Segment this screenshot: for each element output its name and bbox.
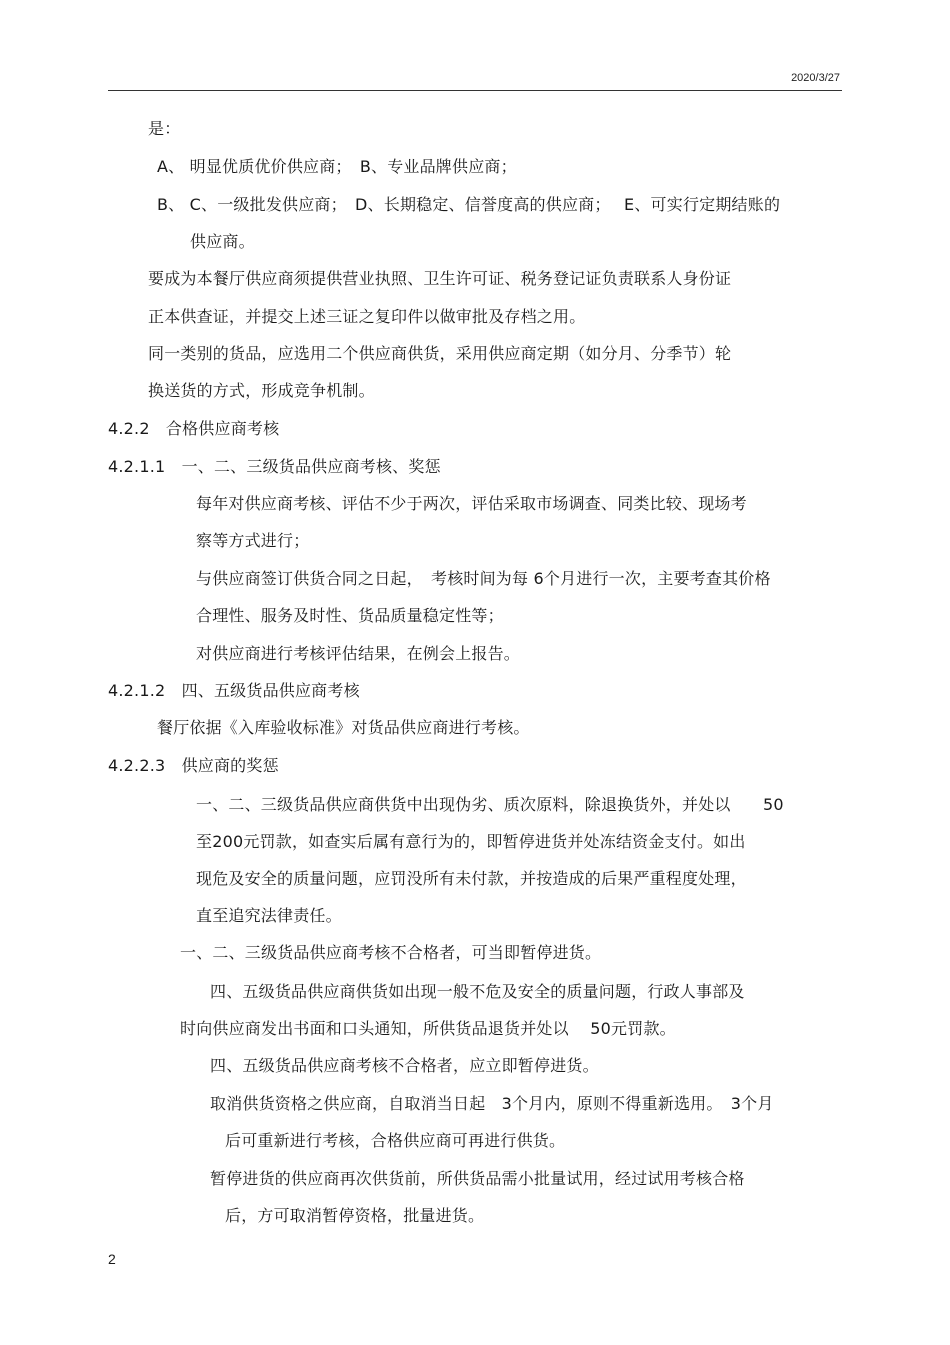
section-heading: 4.2.1.2 四、五级货品供应商考核 (108, 681, 360, 700)
text-line: 察等方式进行； (196, 531, 310, 550)
text-line: 后可重新进行考核，合格供应商可再进行供货。 (225, 1131, 566, 1150)
text-line: 后，方可取消暂停资格，批量进货。 (225, 1206, 485, 1225)
text-line: 直至追究法律责任。 (196, 906, 342, 925)
text-line: 现危及安全的质量问题，应罚没所有未付款，并按造成的后果严重程度处理， (196, 869, 747, 888)
text-line: 对供应商进行考核评估结果，在例会上报告。 (196, 644, 521, 663)
text-line: 与供应商签订供货合同之日起， 考核时间为每 6个月进行一次，主要考查其价格 (196, 569, 771, 588)
text-line: 换送货的方式，形成竞争机制。 (148, 381, 375, 400)
text-line: 一、二、三级货品供应商供货中出现伪劣、质次原料，除退换货外，并处以 50 (196, 795, 784, 814)
text-line: 至200元罚款，如查实后属有意行为的，即暂停进货并处冻结资金支付。如出 (196, 832, 746, 851)
header-date: 2020/3/27 (791, 72, 840, 84)
text-line: 四、五级货品供应商供货如出现一般不危及安全的质量问题，行政人事部及 (210, 982, 745, 1001)
text-line: B、 C、一级批发供应商； D、长期稳定、信誉度高的供应商； E、可实行定期结账的 (157, 195, 781, 214)
text-line: 四、五级货品供应商考核不合格者，应立即暂停进货。 (210, 1056, 599, 1075)
text-line: 合理性、服务及时性、货品质量稳定性等； (196, 606, 504, 625)
text-line: 取消供货资格之供应商，自取消当日起 3个月内，原则不得重新选用。 3个月 (210, 1094, 774, 1113)
text-line: A、 明显优质优价供应商； B、专业品牌供应商； (157, 157, 517, 176)
text-line: 要成为本餐厅供应商须提供营业执照、卫生许可证、税务登记证负责联系人身份证 (148, 269, 732, 288)
text-line: 一、二、三级货品供应商考核不合格者，可当即暂停进货。 (180, 943, 602, 962)
text-line: 每年对供应商考核、评估不少于两次，评估采取市场调查、同类比较、现场考 (196, 494, 747, 513)
section-heading: 4.2.1.1 一、二、三级货品供应商考核、奖惩 (108, 457, 441, 476)
text-line: 同一类别的货品，应选用二个供应商供货，采用供应商定期（如分月、分季节）轮 (148, 344, 732, 363)
text-line: 暂停进货的供应商再次供货前，所供货品需小批量试用，经过试用考核合格 (210, 1169, 745, 1188)
section-heading: 4.2.2.3 供应商的奖惩 (108, 756, 279, 775)
text-line: 是： (148, 119, 181, 138)
text-line: 时向供应商发出书面和口头通知，所供货品退货并处以 50元罚款。 (180, 1019, 676, 1038)
text-line: 供应商。 (190, 232, 255, 251)
text-line: 餐厅依据《入库验收标准》对货品供应商进行考核。 (157, 718, 530, 737)
header-rule (108, 90, 842, 91)
text-line: 正本供查证，并提交上述三证之复印件以做审批及存档之用。 (148, 307, 586, 326)
section-heading: 4.2.2 合格供应商考核 (108, 419, 280, 438)
page-number: 2 (108, 1251, 116, 1267)
